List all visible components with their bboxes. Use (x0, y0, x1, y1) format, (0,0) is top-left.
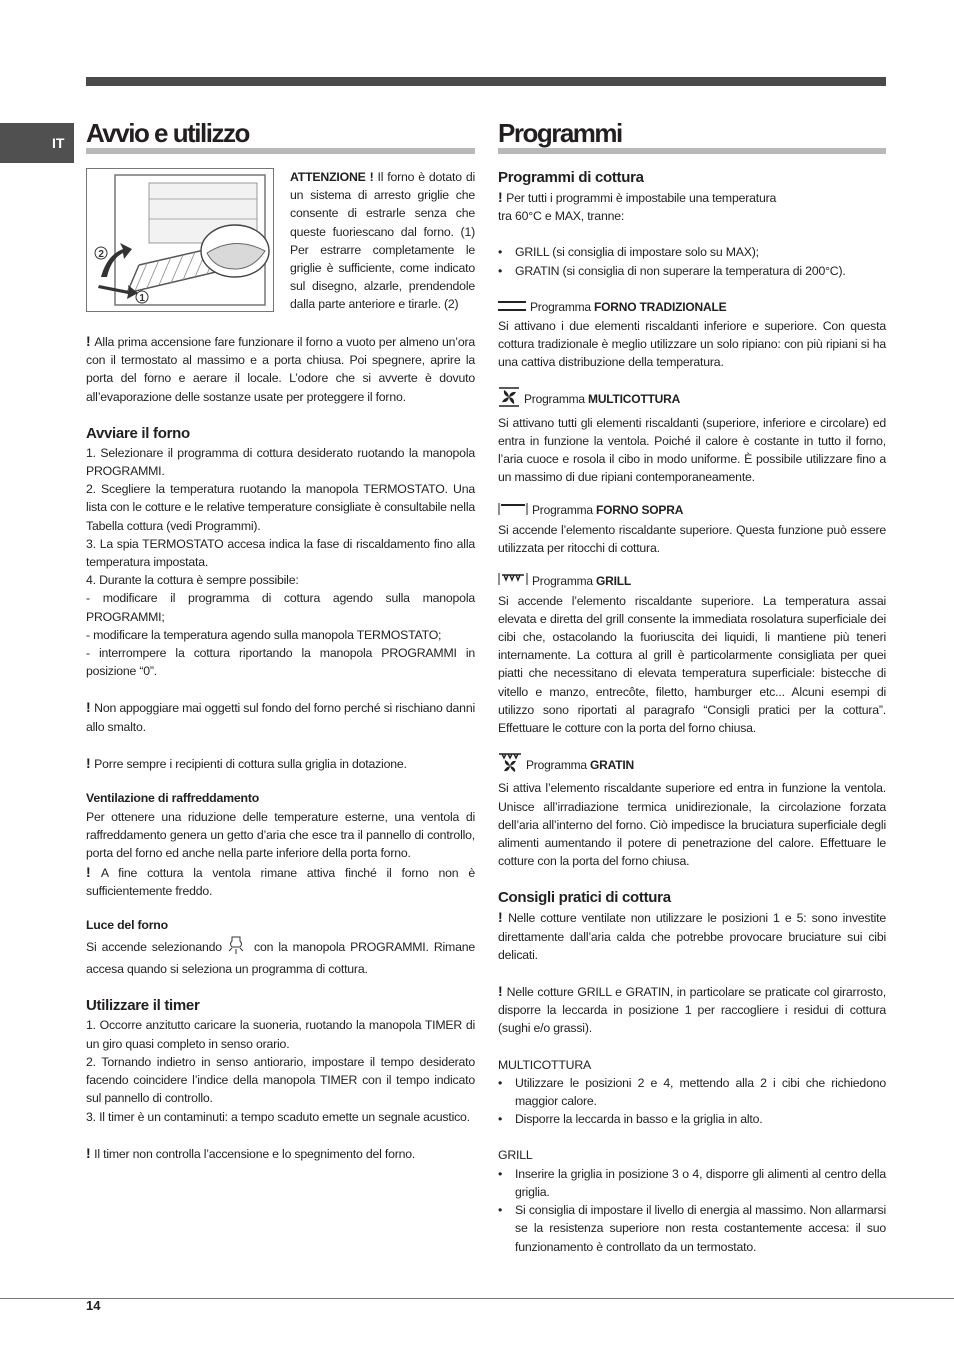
top-oven-icon (498, 502, 528, 521)
lamp-icon (227, 935, 245, 960)
gratin-icon (498, 752, 522, 779)
program-forno-tradizionale: Programma FORNO TRADIZIONALE Si attivano i due elementi riscaldanti inferiore e superiore. Con questa cottura tradizionale è meglio utilizzare un solo ripiano: con più ripiani si ha una cattiva distribuzione della temperatura. (498, 299, 886, 370)
figure-label-2: 2 (98, 249, 104, 260)
footer-rule (0, 1298, 954, 1299)
heading-timer: Utilizzare il timer (86, 997, 200, 1015)
heading-luce: Luce del forno (86, 918, 168, 933)
language-tab: IT (0, 123, 74, 163)
list-item: • Si consiglia di impostare il livello di energia al massimo. Non allarmarsi se la resistenza superiore non resta costantemente accesa: il suo funzionamento è controllato da un termostato. (498, 1201, 886, 1256)
program-grill: Programma GRILL Si accende l’elemento riscaldante superiore. La temperatura assai elevata e diretta del grill consente la immediata rosolatura superficiale dei cibi che, ostacolando la fuoriuscita dei liquidi, li mantiene più teneri internamente. La cottura al grill è particolarmente consigliata per quei piatti che necessitano di elevata temperatura superficiale: bistecche di vitello e manzo, entrecôte, filetto, hamburger etc... Alcuni esempi di utilizzo sono riportati al paragrafo “Consigli pratici per la cottura”. Effettuare le cotture con la porta del forno chiusa. (498, 574, 886, 736)
cooking-intro-2: tra 60°C e MAX, tranne: (498, 209, 625, 224)
list-item: • Utilizzare le posizioni 2 e 4, mettendo alla 2 i cibi che richiedono maggior calore. (498, 1074, 886, 1110)
multicottura-label: MULTICOTTURA (498, 1057, 592, 1072)
timer-step: 1. Occorre anzitutto caricare la suoneria, ruotando la manopola TIMER di un giro quasi completo in senso orario. (86, 1018, 475, 1051)
tip-ventilated: ! Nelle cotture ventilate non utilizzare le posizioni 1 e 5: sono investite direttamente dall’aria calda che potrebbe provocare bruciature sui cibi delicati. (498, 909, 886, 962)
list-item: • GRATIN (si consiglia di non superare la temperatura di 200°C). (498, 262, 886, 280)
warning-mark: ! (86, 333, 95, 349)
attention-label: ATTENZIONE ! (290, 170, 374, 184)
start-step: 1. Selezionare il programma di cottura desiderato ruotando la manopola PROGRAMMI. (86, 445, 475, 479)
grill-list (498, 1165, 886, 1256)
first-use-note: ! Alla prima accensione fare funzionare il forno a vuoto per almeno un’ora con il termostato al massimo e a porta chiusa. Poi spegnere, aprire la porta del forno e aerare il locale. L’odore che si avverte è dovuto all’evaporazione delle sostanze usate per proteggere il forno. (86, 333, 476, 404)
heading-programmi-cottura: Programmi di cottura (498, 169, 644, 186)
heading-avviare: Avviare il forno (86, 424, 190, 442)
start-step: 2. Scegliere la temperatura ruotando la manopola TERMOSTATO. Una lista con le cotture e le relative temperature consigliate è consultabile nella Tabella cottura (vedi Programmi). (86, 482, 475, 533)
start-steps (86, 444, 475, 681)
warning-grid: ! Porre sempre i recipienti di cottura sulla griglia in dotazione. (86, 754, 407, 771)
cooling-text: Per ottenere una riduzione delle temperature esterne, una ventola di raffreddamento genera un getto d’aria che esce tra il pannello di controllo, porta del forno ed anche nella parte inferiore della porta forno. (86, 810, 475, 861)
tip-grill-gratin: ! Nelle cotture GRILL e GRATIN, in particolare se praticate col girarrosto, disporre la leccarda in posizione 1 per raccogliere i residui di cottura (sughi e/o grassi). (498, 983, 886, 1036)
start-step: - modificare il programma di cottura agendo sulla manopola PROGRAMMI; (86, 591, 475, 624)
attention-block (86, 168, 475, 318)
left-column (86, 118, 475, 1163)
multicooking-fan-icon (498, 386, 520, 413)
cooling-note: ! A fine cottura la ventola rimane attiva finché il forno non è sufficientemente freddo. (86, 863, 475, 898)
start-step: - modificare la temperatura agendo sulla manopola TERMOSTATO; (86, 627, 442, 642)
warning-mark: ! (498, 983, 507, 1000)
grill-icon (498, 572, 528, 591)
top-bar (86, 77, 886, 86)
timer-step: 2. Tornando indietro in senso antiorario, impostare il tempo desiderato facendo coincidere l’indice della manopola TIMER con il tempo indicato sul pannello di controllo. (86, 1054, 475, 1106)
figure-label-1: 1 (139, 293, 145, 304)
section-title-avvio: Avvio e utilizzo (86, 118, 475, 154)
program-multicottura: Programma MULTICOTTURA Si attivano tutti gli elementi riscaldanti (superiore, inferiore e circolare) ed entra in funzione la ventola. Poiché il calore è costante in tutto il forno, l’aria cuoce e rosola il cibo in modo uniforme. È possibile utilizzare fino a un massimo di due ripiani contemporaneamente. (498, 386, 886, 486)
oven-rack-illustration (86, 168, 274, 312)
cooking-intro: ! Per tutti i programmi è impostabile una temperatura (498, 189, 777, 205)
start-step: 4. Durante la cottura è sempre possibile: (86, 573, 299, 588)
warning-mark: ! (86, 699, 95, 716)
light-text: Si accende selezionando con la manopola PROGRAMMI. Rimane accesa quando si seleziona un programma di cottura. (86, 935, 475, 978)
right-column (498, 118, 886, 1256)
section-title-programmi: Programmi (498, 118, 886, 154)
program-gratin: Programma GRATIN Si attiva l’elemento riscaldante superiore ed entra in funzione la ventola. Unisce all’irradiazione termica unidirezionale, la circolazione forzata dell’aria all’interno del forno. Ciò impedisce la bruciatura superficiale degli alimenti aumentando il potere di penetrazione del calore. Effettuare le cotture con la porta del forno chiusa. (498, 752, 886, 870)
list-item: • Disporre la leccarda in basso e la griglia in alto. (498, 1110, 886, 1128)
list-item: • GRILL (si consiglia di impostare solo su MAX); (498, 243, 886, 261)
warning-mark: ! (86, 863, 101, 880)
grill-label: GRILL (498, 1148, 533, 1163)
warning-mark: ! (86, 754, 95, 771)
warning-mark: ! (86, 1144, 95, 1161)
attention-text: Il forno è dotato di un sistema di arresto griglie che consente di estrarle senza che queste fuoriescano dal forno. (1) Per estrarre completamente le griglie è sufficiente, come indicato sul disegno, alzarle, prendendole dalla parte anteriore e tirarle. (2) (290, 170, 475, 312)
start-step: - interrompere la cottura riportando la manopola PROGRAMMI in posizione “0”. (86, 646, 475, 679)
timer-note: ! Il timer non controlla l’accensione e lo spegnimento del forno. (86, 1144, 416, 1161)
multicottura-list (498, 1074, 886, 1129)
exceptions-list (498, 243, 886, 279)
start-step: 3. La spia TERMOSTATO accesa indica la fase di riscaldamento fino alla temperatura impostata. (86, 536, 475, 570)
warning-bottom: ! Non appoggiare mai oggetti sul fondo del forno perché si rischiano danni allo smalto. (86, 699, 475, 734)
page-number: 14 (86, 1298, 101, 1313)
timer-step: 3. Il timer è un contaminuti: a tempo scaduto emette un segnale acustico. (86, 1109, 470, 1124)
heading-consigli: Consigli pratici di cottura (498, 889, 671, 907)
warning-mark: ! (498, 909, 509, 926)
program-forno-sopra: Programma FORNO SOPRA Si accende l’elemento riscaldante superiore. Questa funzione può essere utilizzata per ritocchi di cottura. (498, 503, 886, 555)
traditional-oven-icon (498, 299, 526, 317)
warning-mark: ! (498, 189, 507, 205)
heading-ventilazione: Ventilazione di raffreddamento (86, 791, 260, 806)
list-item: • Inserire la griglia in posizione 3 o 4, disporre gli alimenti al centro della griglia. (498, 1165, 886, 1201)
